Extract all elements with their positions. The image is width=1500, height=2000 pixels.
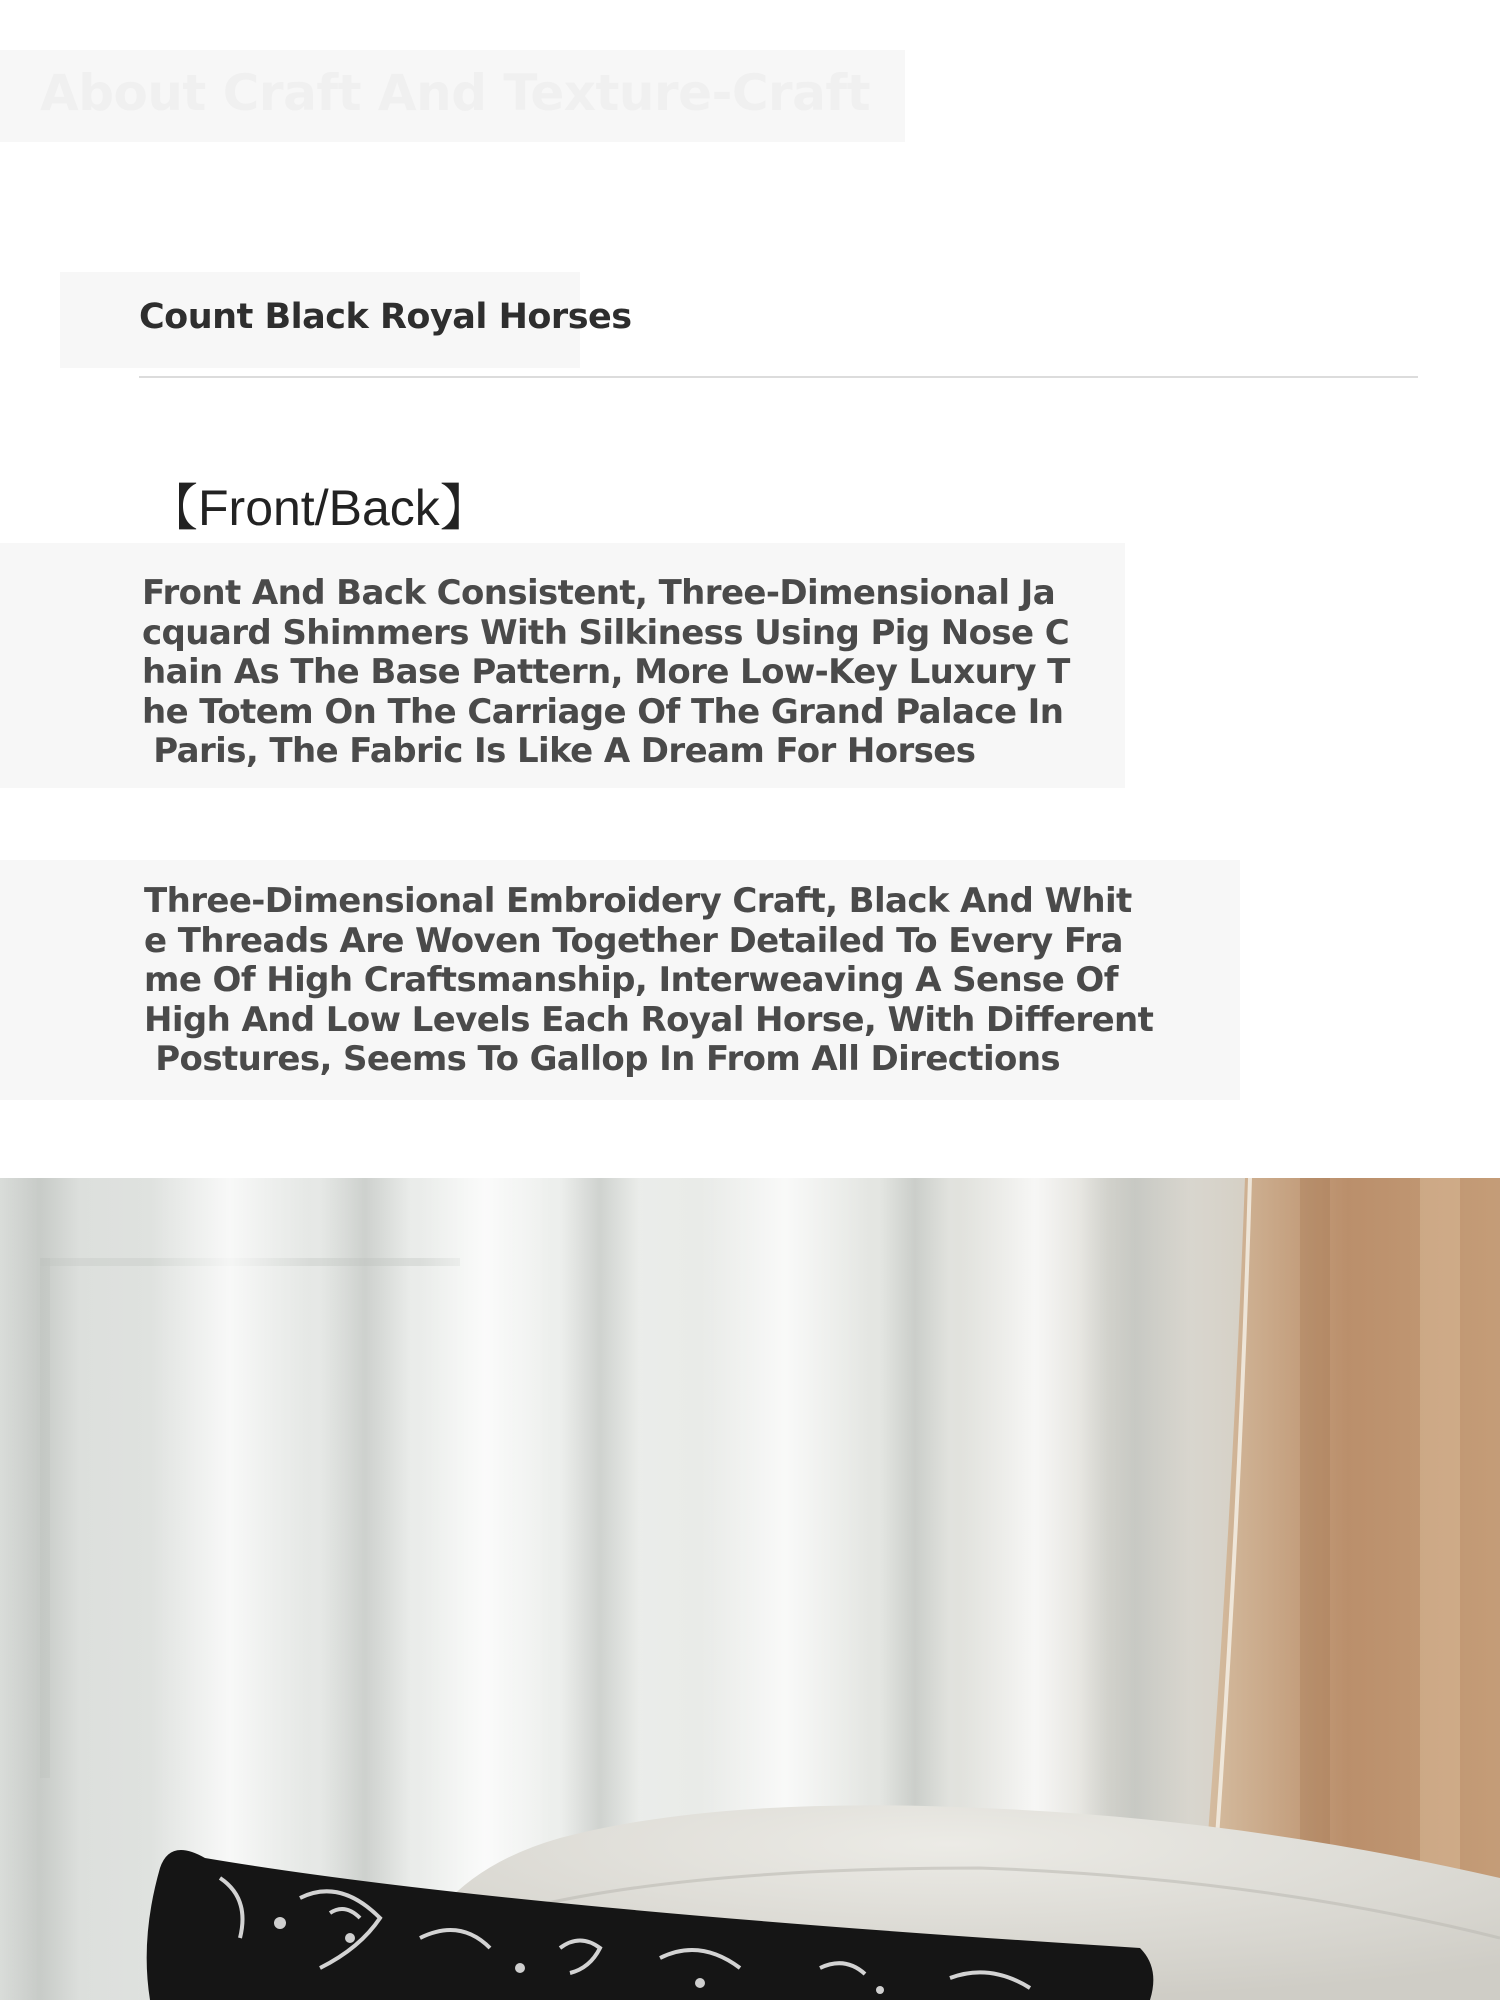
product-name: Count Black Royal Horses	[139, 297, 632, 337]
product-photo	[0, 1178, 1500, 2000]
divider	[139, 376, 1418, 378]
description-paragraph-embroidery: Three-Dimensional Embroidery Craft, Black And Whit e Threads Are Woven Together Detailed To Every Fra me Of High Craftsmanship, Interweaving A Sense Of High And Low Levels Each Royal Horse, With Different Postures, Seems To Gallop In From All Directions	[144, 881, 1154, 1079]
product-photo-illustration	[0, 1178, 1500, 2000]
page-title: About Craft And Texture-Craft	[40, 64, 871, 122]
section-label: 【Front/Back】	[148, 480, 490, 536]
description-paragraph-jacquard: Front And Back Consistent, Three-Dimensional Ja cquard Shimmers With Silkiness Using Pig Nose C hain As The Base Pattern, More Low-Key Luxury T he Totem On The Carriage Of The Grand Palace In Paris, The Fabric Is Like A Dream For Horses	[142, 573, 1070, 771]
